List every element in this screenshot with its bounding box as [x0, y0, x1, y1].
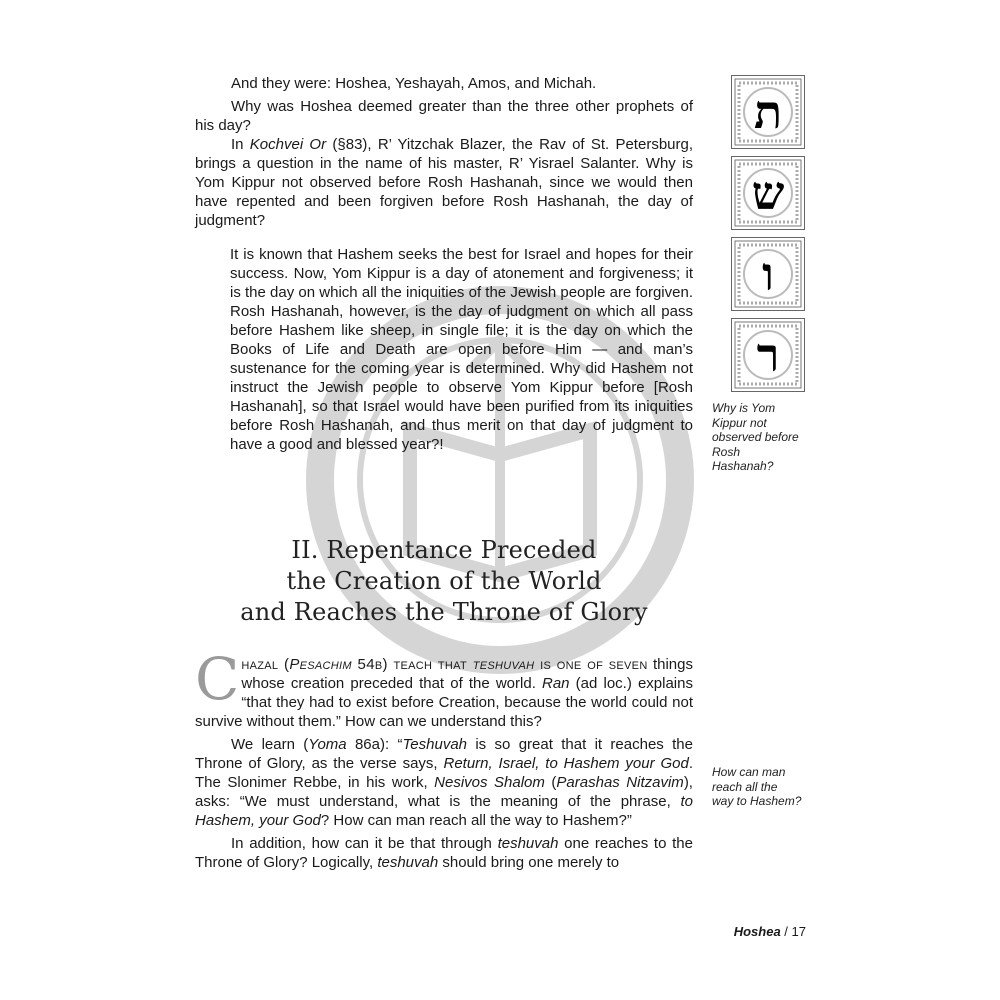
heading-line-1: II. Repentance Preceded — [291, 536, 597, 564]
page-number: 17 — [791, 924, 806, 939]
opening-text — [195, 74, 693, 230]
drop-cap: C — [195, 645, 240, 713]
margin-note-2: How can man reach all the way to Hashem? — [712, 765, 802, 808]
p5-d: Teshuvah — [402, 736, 467, 753]
tile-vav — [731, 237, 805, 311]
yoma-ref: Yoma — [308, 736, 347, 753]
p6-c: one reaches to the Throne of Glory? Logically, — [195, 835, 693, 871]
paragraph-5 — [195, 735, 693, 830]
tile-letter-3: ו — [762, 247, 774, 301]
p6-d: teshuvah — [377, 854, 439, 871]
p5-m: ? How can man reach all the way to Hashem?” — [320, 812, 632, 829]
paragraph-2: Why was Hoshea deemed greater than the three other prophets of his day? — [195, 98, 693, 134]
tile-tav — [731, 75, 805, 149]
p5-k: ), asks: “We must understand, what is the meaning of the phrase, — [195, 774, 693, 810]
block-quote: It is known that Hashem seeks the best for Israel and hopes for their success. Now, Yom Kippur is a day of atonement and forgiveness; it is the day on which all the iniquities of the Jewish people are forgiven. Rosh Hashanah, however, is the day of judgment on which all pass before Hashem like sheep, in single file; it is the day on which the Books of Life and Death are open before Him — and man’s sustenance for the coming year is determined. Why did Hashem not instruct the Jewish people to observe Yom Kippur before [Rosh Hashanah], so that Israel would have been purified from its iniquities before Rosh Hashanah, and thus merit on that day of judgment to have a good and blessed year?! — [230, 246, 693, 453]
tile-letter-1: ת — [753, 85, 783, 139]
tile-shin — [731, 156, 805, 230]
ran-ref: Ran — [542, 675, 570, 692]
teshuvah-lead: teshuvah — [472, 656, 535, 673]
p6-b: teshuvah — [497, 835, 559, 852]
p5-a: We learn ( — [231, 736, 309, 753]
p6-a: In addition, how can it be that through — [231, 835, 498, 852]
paragraph-3-text: (§83), R’ Yitzchak Blazer, the Rav of St. Petersburg, brings a question in the name of his master, R’ Yisrael Salanter. Why is Yom Kippur not observed before Rosh Hashanah, since we would then have repented and been forgiven before Rosh Hashanah, the day of judgment? — [195, 136, 694, 229]
running-title: Hoshea — [733, 924, 781, 939]
verse-quote: Return, Israel, to Hashem your God — [443, 755, 689, 772]
page-footer — [700, 924, 806, 939]
section-heading — [195, 535, 693, 628]
hebrew-letter-tiles — [731, 75, 805, 399]
dropcap-paragraph — [195, 645, 693, 731]
lead-text-2: is one of seven — [534, 656, 648, 673]
dropcap-text-1: things whose creation preceded that of the world. — [241, 656, 693, 692]
paragraph-6 — [195, 834, 693, 872]
margin-note-1: Why is Yom Kippur not observed before Rosh Hashanah? — [712, 401, 799, 473]
lead-text-1: 54b) teach that — [351, 656, 473, 673]
paragraph-1: And they were: Hoshea, Yeshayah, Amos, and Michah. — [231, 75, 597, 92]
kochvei-or-title: Kochvei Or — [249, 136, 327, 153]
p5-i: ( — [544, 774, 557, 791]
p5-g: . The Slonimer Rebbe, in his work, — [195, 755, 693, 791]
parashas-ref: Parashas Nitzavim — [556, 774, 684, 791]
heading-line-3: and Reaches the Throne of Glory — [240, 598, 648, 626]
tile-letter-4: ר — [756, 328, 780, 382]
p5-e: is so great that it reaches the Throne of Glory, as the verse says, — [195, 736, 693, 772]
section-body — [195, 645, 693, 872]
footer-separator: / — [780, 924, 792, 939]
heading-line-2: the Creation of the World — [286, 567, 602, 595]
paragraph-3: In Kochvei Or (§83), R’ Yitzchak Blazer, the Rav of St. Petersburg, brings a question in the name of his master, R’ Yisrael Salanter. Why is Yom Kippur not observed before Rosh Hashanah, since we would then have repented and been forgiven before Rosh Hashanah, the day of judgment? — [195, 136, 694, 229]
chazal-lead: hazal ( — [241, 656, 290, 673]
p5-c: 86a): “ — [346, 736, 403, 753]
phrase-quote: to Hashem, your God — [195, 793, 693, 829]
tile-letter-2: ש — [751, 166, 785, 220]
dropcap-text-2: (ad loc.) explains “that they had to exist before Creation, because the world could not survive without them.” How can we understand this? — [195, 675, 693, 730]
pesachim-ref: Pesachim — [289, 656, 352, 673]
tile-resh — [731, 318, 805, 392]
nesivos-shalom-ref: Nesivos Shalom — [434, 774, 545, 791]
p6-e: should bring one merely to — [438, 854, 620, 871]
